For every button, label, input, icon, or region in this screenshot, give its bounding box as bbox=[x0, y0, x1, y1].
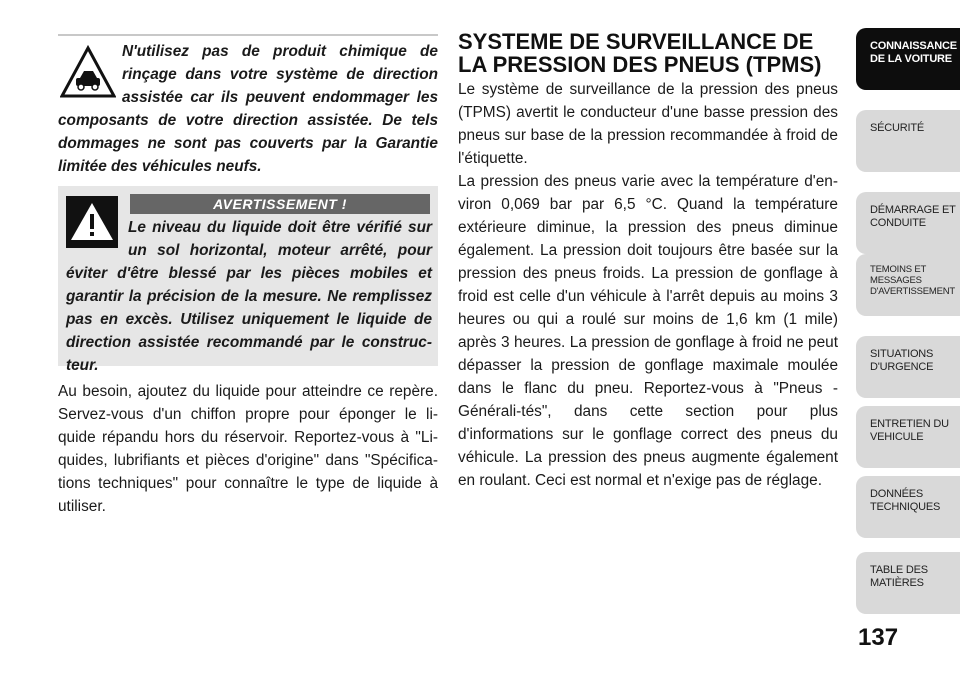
tab-donnees-techniques[interactable]: DONNÉES TECHNIQUES bbox=[856, 476, 960, 538]
warning-title: AVERTISSEMENT ! bbox=[130, 194, 430, 214]
tab-table-matieres[interactable]: TABLE DES MATIÈRES bbox=[856, 552, 960, 614]
tab-temoins-messages[interactable]: TEMOINS ET MESSAGES D'AVERTISSEMENT bbox=[856, 254, 960, 316]
tab-connaissance-voiture[interactable]: CONNAISSANCE DE LA VOITURE bbox=[856, 28, 960, 90]
tab-securite[interactable]: SÉCURITÉ bbox=[856, 110, 960, 172]
caution-note-text: N'utilisez pas de produit chimique de rinçage dans votre système de direction assistée car ils peuvent endommager les composants de votre direction assistée. De tels dommages ne sont pas couverts par la Garantie limitée des véhicules neufs. bbox=[58, 43, 438, 175]
paragraph-1: Le système de surveillance de la pression des pneus (TPMS) avertit le conducteur d'une basse pression des pneus sur base de la pression recommandée à froid de l'étiquette. bbox=[458, 81, 838, 167]
tab-situations-urgence[interactable]: SITUATIONS D'URGENCE bbox=[856, 336, 960, 398]
tab-demarrage-conduite[interactable]: DÉMARRAGE ET CONDUITE bbox=[856, 192, 960, 254]
section-title: SYSTEME DE SURVEILLANCE DE LA PRESSION DES PNEUS (TPMS) bbox=[458, 29, 822, 77]
paragraph-2: La pression des pneus varie avec la température d'en-viron 0,069 bar par 6,5 °C. Quand la température extérieure diminue, la pression des pneus diminue également. La pression doit toujours être basée sur la pression des pneus froids. La pression de gonflage à froid est celle d'un véhicule à l'arrêt depuis au moins 3 heures ou qui a roulé sur moins de 1,6 km (1 mile) après 3 heures. La pression de gonflage à froid ne peut dépasser la pression de gonflage maximale moulée dans le flanc du pneu. Reportez-vous à "Pneus - Générali-tés", dans cette section pour plus d'informations sur le gonflage correct des pneus du véhicule. La pression des pneus augmente également en roulant. Ceci est normal et n'exige pas de réglage. bbox=[458, 173, 838, 489]
caution-note bbox=[58, 34, 438, 178]
warning-text: Le niveau du liquide doit être vérifié sur un sol horizontal, moteur arrêté, pour éviter d'être blessé par les pièces mobiles et garantir la précision de la mesure. Ne remplissez pas en excès. Utilisez uniquement le liquide de direction assistée recommandé par le construc-teur. bbox=[66, 219, 432, 374]
body-text-left: Au besoin, ajoutez du liquide pour atteindre ce repère. Servez-vous d'un chiffon propre pour éponger le li-quide répandu hors du réservoir. Reportez-vous à "Li-quides, lubrifiants et pièces d'origine" dans "Spécifica-tions techniques" pour connaître le type de liquide à utiliser. bbox=[58, 383, 438, 515]
tab-entretien-vehicule[interactable]: ENTRETIEN DU VEHICULE bbox=[856, 406, 960, 468]
page-number: 137 bbox=[858, 624, 899, 651]
caution-car-icon bbox=[60, 44, 116, 100]
warning-box bbox=[58, 186, 438, 374]
